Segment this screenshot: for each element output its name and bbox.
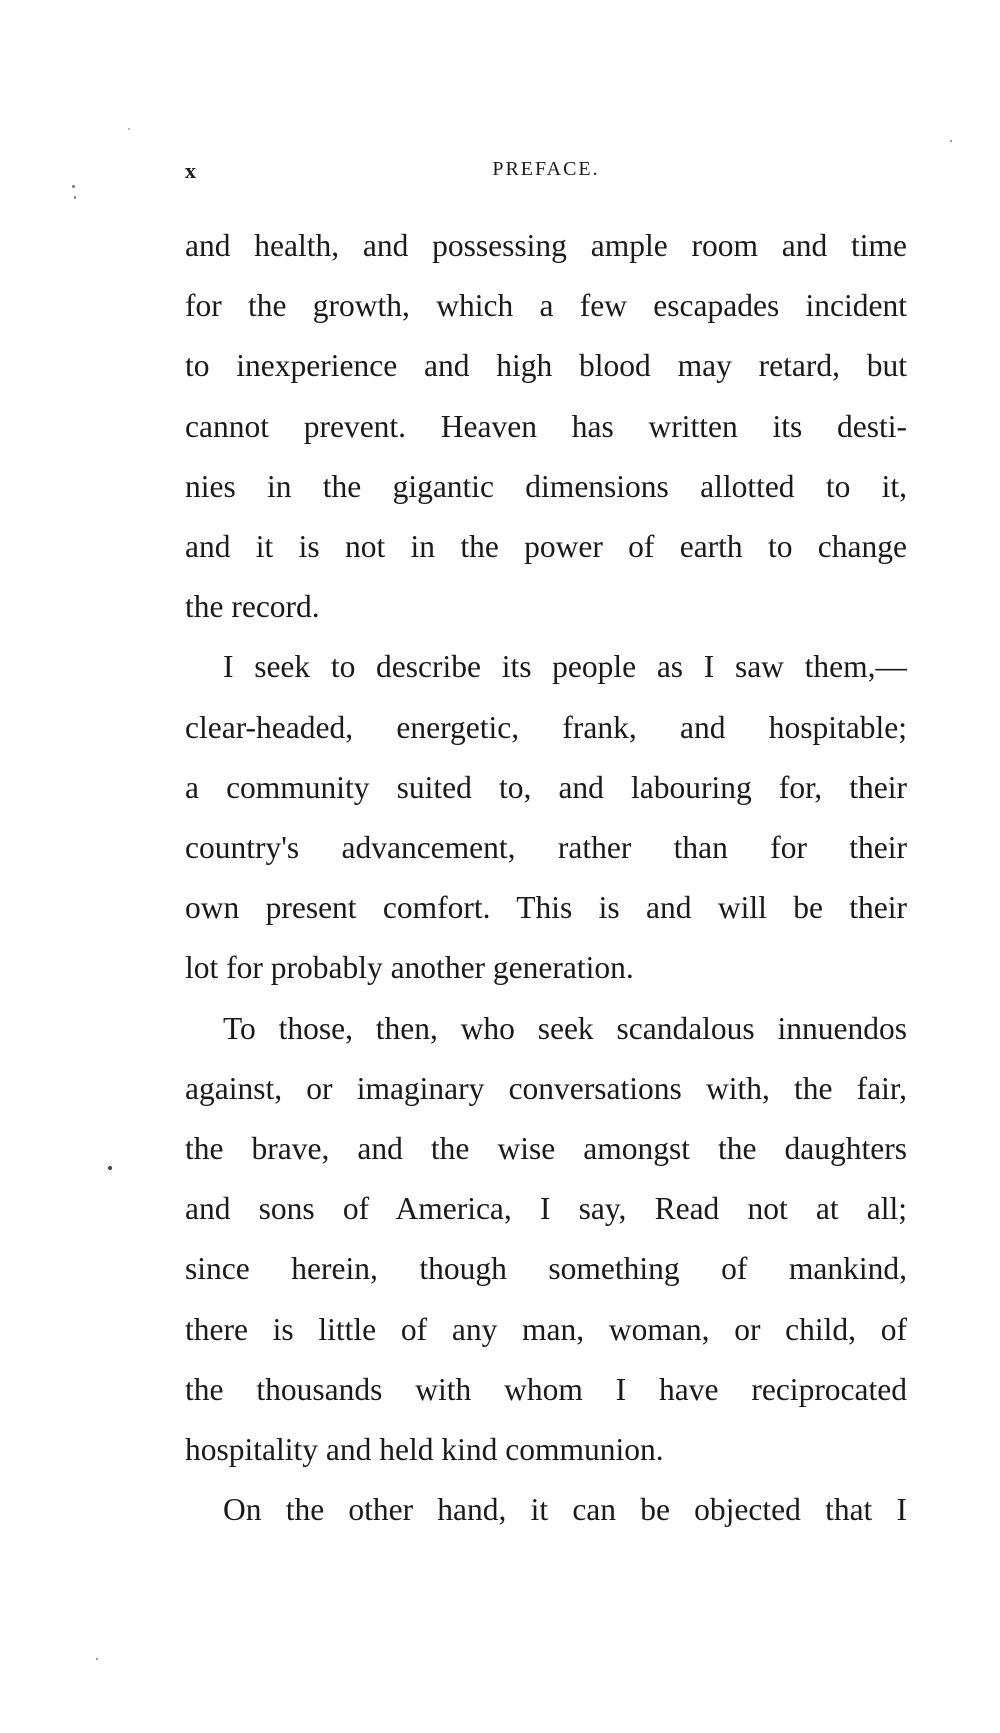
page-number: x [185,158,197,183]
text-line: I seek to describe its people as I saw them,— [223,649,907,685]
text-line: and sons of America, I say, Read not at all; [185,1191,907,1227]
running-head [185,158,907,188]
text-line: On the other hand, it can be objected that I [223,1492,907,1528]
text-line: cannot prevent. Heaven has written its desti- [185,408,907,444]
text-line: against, or imaginary conversations with, the fair, [185,1070,907,1106]
text-line: and health, and possessing ample room and time [185,228,907,263]
text-line: there is little of any man, woman, or child, of [185,1311,907,1347]
text-line: the brave, and the wise amongst the daughters [185,1131,907,1167]
text-line: the thousands with whom I have reciprocated [185,1371,907,1407]
scan-speck [96,1658,98,1660]
text-line: and it is not in the power of earth to change [185,529,907,565]
text-line: clear-headed, energetic, frank, and hospitable; [185,709,907,745]
paragraph-4 [185,1480,907,1540]
text-line: To those, then, who seek scandalous innuendos [223,1010,907,1046]
paragraph-1 [185,216,907,637]
paragraph-3 [185,999,907,1481]
text-line: the record. [185,589,320,625]
scan-speck [950,140,952,142]
text-line: nies in the gigantic dimensions allotted to it, [185,468,907,504]
paragraph-2 [185,637,907,998]
text-line: own present comfort. This is and will be their [185,890,907,926]
scan-speck [72,185,75,188]
scan-speck [128,128,130,130]
scan-speck [108,1166,112,1170]
running-title: PREFACE. [492,158,600,180]
text-line: hospitality and held kind communion. [185,1432,664,1468]
text-line: since herein, though something of mankind, [185,1251,907,1287]
scan-speck [74,196,76,199]
text-line: a community suited to, and labouring for, their [185,769,907,805]
text-line: for the growth, which a few escapades incident [185,288,907,324]
text-line: country's advancement, rather than for their [185,830,907,866]
text-line: to inexperience and high blood may retard, but [185,348,907,384]
text-line: lot for probably another generation. [185,950,634,986]
body-text [185,216,907,1540]
